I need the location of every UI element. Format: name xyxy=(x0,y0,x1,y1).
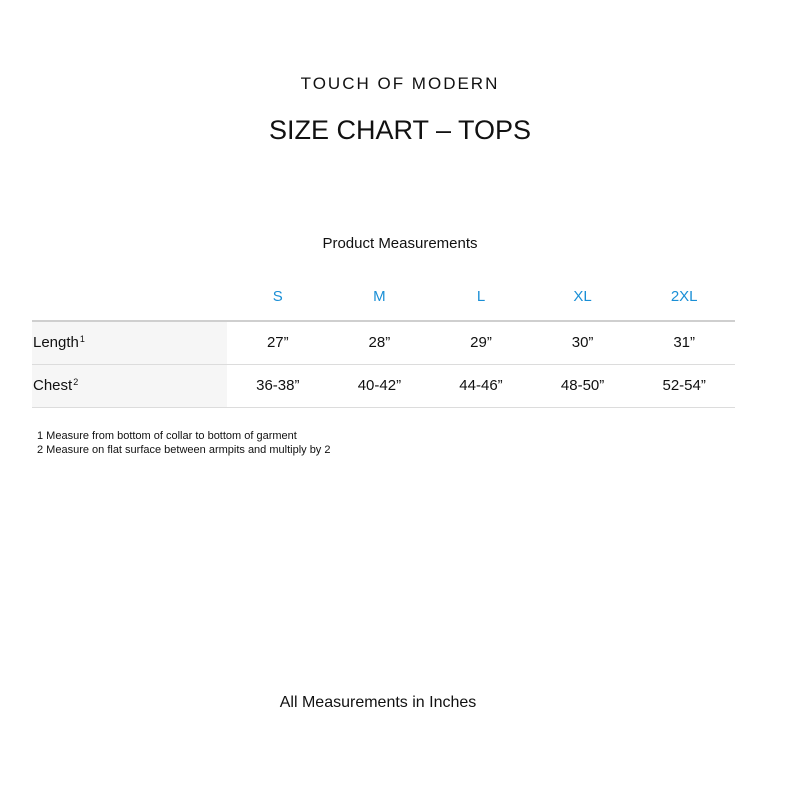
footnote-2: 2 Measure on flat surface between armpits and multiply by 2 xyxy=(37,444,331,456)
length-value-2xl: 31” xyxy=(673,334,696,352)
row-label-text: Length xyxy=(33,334,79,352)
page-title: SIZE CHART – TOPS xyxy=(268,115,532,145)
table-row-length xyxy=(32,321,735,364)
chest-value-s: 36-38” xyxy=(256,377,300,394)
length-value-l: 29” xyxy=(470,334,492,352)
row-label-chest xyxy=(32,364,227,407)
footnote-marker: 1 xyxy=(79,334,85,345)
header-corner-cell xyxy=(32,272,227,321)
chest-value-xl: 48-50” xyxy=(560,377,605,394)
size-header-s: S xyxy=(272,287,283,305)
length-value-xl: 30” xyxy=(571,334,594,352)
length-value-m: 28” xyxy=(368,334,391,352)
size-header-xl: XL xyxy=(573,287,592,305)
size-header-2xl: 2XL xyxy=(670,287,698,305)
brand-logo: TOUCH OF MODERN xyxy=(300,74,500,93)
table-row-chest xyxy=(32,364,735,407)
footnote-marker: 2 xyxy=(73,377,79,387)
size-header-m: M xyxy=(373,287,386,305)
chest-value-l: 44-46” xyxy=(459,377,503,394)
footnotes xyxy=(37,429,330,457)
footnote-1: 1 Measure from bottom of collar to bottom of garment xyxy=(37,430,297,442)
chest-value-m: 40-42” xyxy=(357,377,402,394)
size-chart-table xyxy=(32,272,735,408)
size-header-row xyxy=(32,272,735,321)
size-header-l: L xyxy=(476,287,486,305)
row-label-text: Chest xyxy=(33,377,73,394)
table-subtitle: Product Measurements xyxy=(322,235,478,252)
units-note: All Measurements in Inches xyxy=(279,694,477,711)
row-label-length xyxy=(32,321,227,364)
chest-value-2xl: 52-54” xyxy=(662,377,706,394)
length-value-s: 27” xyxy=(266,334,289,352)
